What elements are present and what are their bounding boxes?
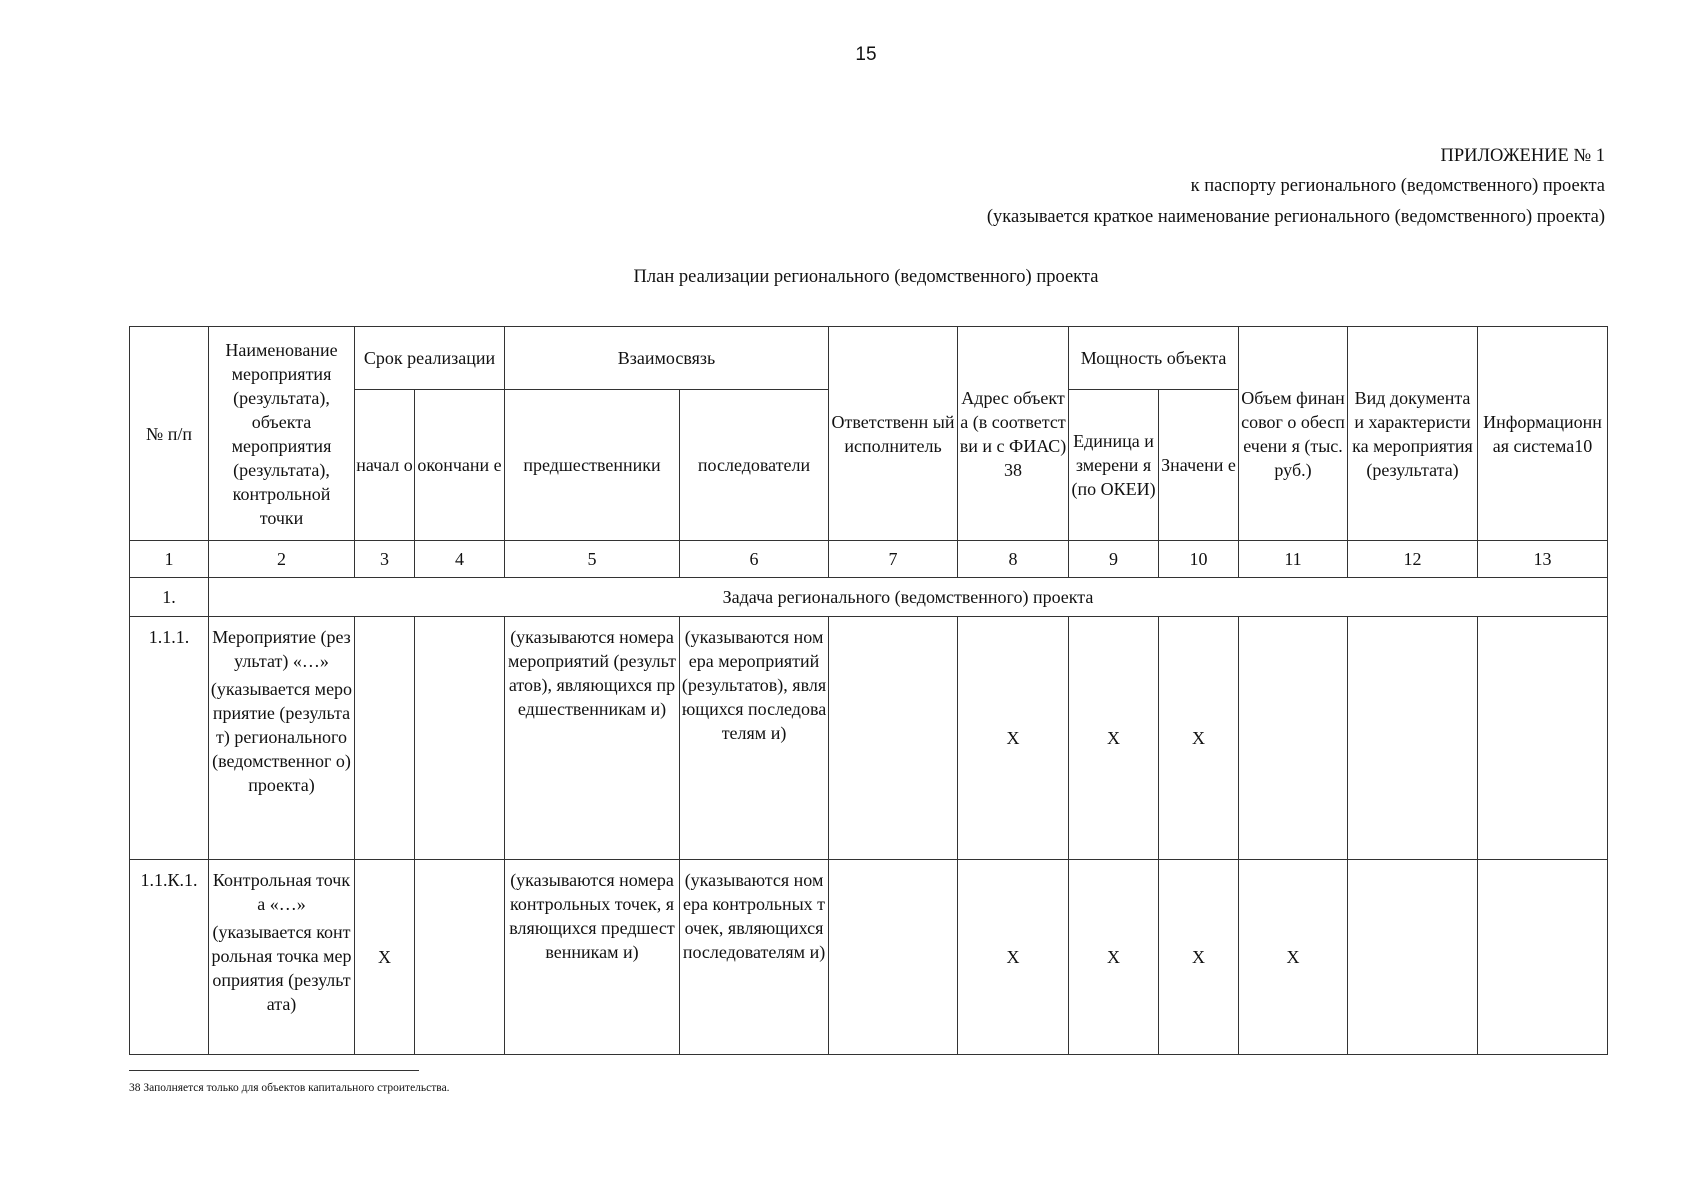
header-row <box>130 327 1608 390</box>
row-doc <box>1348 860 1478 1055</box>
column-number: 12 <box>1348 541 1478 578</box>
row-unit: X <box>1069 617 1159 860</box>
column-number: 5 <box>505 541 680 578</box>
header-doc-type: Вид документа и характеристи ка мероприятия (результата) <box>1348 327 1478 541</box>
row-predecessors: (указываются номера контрольных точек, являющихся предшественникам и) <box>505 860 680 1055</box>
row-end <box>415 617 505 860</box>
row-name-main: Контрольная точка «…» <box>212 870 351 914</box>
row-successors: (указываются номера контрольных точек, являющихся последователям и) <box>680 860 829 1055</box>
column-number: 6 <box>680 541 829 578</box>
column-number: 13 <box>1478 541 1608 578</box>
column-number-row <box>130 541 1608 578</box>
row-address: X <box>958 860 1069 1055</box>
task-row <box>130 578 1608 617</box>
header-term: Срок реализации <box>355 327 505 390</box>
row-num: 1.1.1. <box>130 617 209 860</box>
task-num: 1. <box>130 578 209 617</box>
row-finance: X <box>1239 860 1348 1055</box>
row-end <box>415 860 505 1055</box>
header-predecessors: предшественники <box>505 390 680 541</box>
row-info <box>1478 617 1608 860</box>
column-number: 8 <box>958 541 1069 578</box>
table-row <box>130 860 1608 1055</box>
header-capacity-value: Значени е <box>1159 390 1239 541</box>
column-number: 7 <box>829 541 958 578</box>
header-link: Взаимосвязь <box>505 327 829 390</box>
row-predecessors: (указываются номера мероприятий (результатов), являющихся предшественникам и) <box>505 617 680 860</box>
row-successors: (указываются номера мероприятий (результатов), являющихся последователям и) <box>680 617 829 860</box>
implementation-plan-table <box>129 326 1608 1055</box>
row-finance <box>1239 617 1348 860</box>
row-name <box>209 617 355 860</box>
row-name <box>209 860 355 1055</box>
row-value: X <box>1159 860 1239 1055</box>
document-title: План реализации регионального (ведомственного) проекта <box>633 267 1099 287</box>
row-name-note: (указывается контрольная точка мероприятия (результата) <box>211 922 352 1014</box>
row-address: X <box>958 617 1069 860</box>
column-number: 11 <box>1239 541 1348 578</box>
footnote: 38 Заполняется только для объектов капитального строительства. <box>129 1082 450 1094</box>
appendix-subtitle: к паспорту регионального (ведомственного) проекта <box>1190 176 1605 196</box>
row-unit: X <box>1069 860 1159 1055</box>
header-name: Наименование мероприятия (результата), объекта мероприятия (результата), контрольной точки <box>209 327 355 541</box>
column-number: 1 <box>130 541 209 578</box>
header-capacity-unit: Единица измерени я (по ОКЕИ) <box>1069 390 1159 541</box>
header-capacity: Мощность объекта <box>1069 327 1239 390</box>
row-num: 1.1.К.1. <box>130 860 209 1055</box>
header-num: № п/п <box>130 327 209 541</box>
header-term-start: начал о <box>355 390 415 541</box>
header-responsible: Ответственн ый исполнитель <box>829 327 958 541</box>
row-value: X <box>1159 617 1239 860</box>
appendix-note: (указывается краткое наименование регионального (ведомственного) проекта) <box>986 207 1605 227</box>
column-number: 9 <box>1069 541 1159 578</box>
page-number: 15 <box>855 44 877 65</box>
row-responsible <box>829 617 958 860</box>
row-name-main: Мероприятие (результат) «…» <box>212 627 351 671</box>
column-number: 3 <box>355 541 415 578</box>
footnote-divider <box>129 1070 419 1071</box>
header-successors: последователи <box>680 390 829 541</box>
row-start: X <box>355 860 415 1055</box>
header-term-end: окончани е <box>415 390 505 541</box>
column-number: 4 <box>415 541 505 578</box>
appendix-label: ПРИЛОЖЕНИЕ № 1 <box>1440 146 1605 166</box>
row-start <box>355 617 415 860</box>
column-number: 10 <box>1159 541 1239 578</box>
task-label: Задача регионального (ведомственного) проекта <box>209 578 1608 617</box>
row-info <box>1478 860 1608 1055</box>
header-info-system: Информационн ая система10 <box>1478 327 1608 541</box>
row-doc <box>1348 617 1478 860</box>
table-row <box>130 617 1608 860</box>
header-finance: Объем финансовог о обеспечени я (тыс. руб.) <box>1239 327 1348 541</box>
column-number: 2 <box>209 541 355 578</box>
row-responsible <box>829 860 958 1055</box>
row-name-note: (указывается мероприятие (результат) регионального (ведомственног о) проекта) <box>210 679 353 795</box>
header-address: Адрес объекта (в соответстви и с ФИАС)38 <box>958 327 1069 541</box>
